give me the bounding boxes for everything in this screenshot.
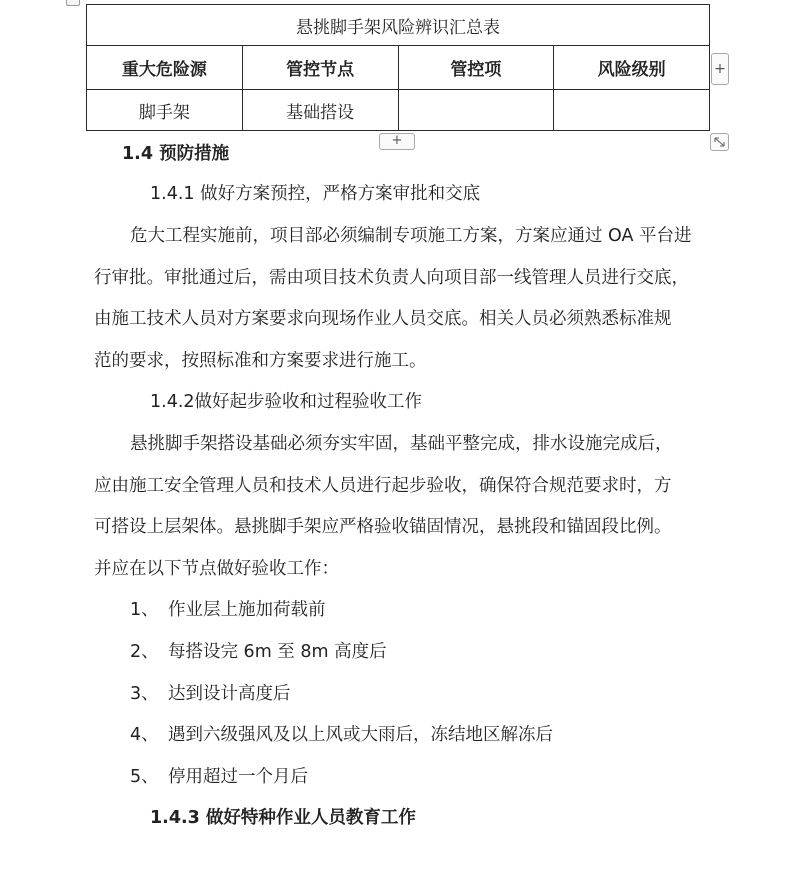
paragraph-2-line-4: 并应在以下节点做好验收工作： bbox=[94, 559, 339, 579]
list-item-number: 1、 bbox=[130, 600, 159, 620]
paragraph-2-line-3: 可搭设上层架体。悬挑脚手架应严格验收锚固情况，悬挑段和锚固段比例。 bbox=[94, 517, 672, 537]
heading-1-4: 1.4 预防措施 bbox=[122, 144, 230, 164]
list-item bbox=[130, 765, 308, 789]
list-item-number: 5、 bbox=[130, 767, 159, 787]
list-item-text: 停用超过一个月后 bbox=[168, 767, 308, 787]
resize-diagonal-icon bbox=[711, 134, 728, 150]
table-header-row bbox=[87, 46, 710, 90]
header-control-item[interactable]: 管控项 bbox=[398, 46, 554, 90]
cell-risk-level[interactable] bbox=[554, 90, 710, 131]
list-item-number: 4、 bbox=[130, 725, 159, 745]
risk-summary-table bbox=[86, 4, 710, 131]
heading-1-4-3: 1.4.3 做好特种作业人员教育工作 bbox=[150, 808, 416, 828]
list-item bbox=[130, 640, 387, 664]
list-item-text: 每搭设完 6m 至 8m 高度后 bbox=[168, 642, 387, 662]
header-control-node[interactable]: 管控节点 bbox=[242, 46, 398, 90]
list-item-number: 3、 bbox=[130, 684, 159, 704]
heading-1-4-1: 1.4.1 做好方案预控，严格方案审批和交底 bbox=[150, 184, 481, 204]
list-item-text: 遇到六级强风及以上风或大雨后，冻结地区解冻后 bbox=[168, 725, 553, 745]
table-title-row bbox=[87, 5, 710, 46]
cell-control-item[interactable] bbox=[398, 90, 554, 131]
list-item bbox=[130, 598, 326, 622]
cell-control-node[interactable]: 基础搭设 bbox=[242, 90, 398, 131]
list-item-text: 作业层上施加荷载前 bbox=[168, 600, 326, 620]
heading-1-4-2: 1.4.2做好起步验收和过程验收工作 bbox=[150, 392, 423, 412]
paragraph-2-line-2: 应由施工安全管理人员和技术人员进行起步验收，确保符合规范要求时，方 bbox=[94, 476, 672, 496]
table-resize-handle[interactable] bbox=[710, 133, 729, 151]
list-item bbox=[130, 682, 291, 706]
cell-hazard-source[interactable]: 脚手架 bbox=[87, 90, 243, 131]
header-hazard-source[interactable]: 重大危险源 bbox=[87, 46, 243, 90]
add-column-button[interactable]: + bbox=[711, 53, 729, 85]
table-move-handle[interactable] bbox=[66, 0, 80, 6]
header-risk-level[interactable]: 风险级别 bbox=[554, 46, 710, 90]
paragraph-1-line-4: 范的要求，按照标准和方案要求进行施工。 bbox=[94, 351, 427, 371]
paragraph-1-line-2: 行审批。审批通过后，需由项目技术负责人向项目部一线管理人员进行交底， bbox=[94, 268, 689, 288]
paragraph-1-line-1: 危大工程实施前，项目部必须编制专项施工方案，方案应通过 OA 平台进 bbox=[130, 226, 692, 246]
paragraph-1-line-3: 由施工技术人员对方案要求向现场作业人员交底。相关人员必须熟悉标准规 bbox=[94, 309, 672, 329]
list-item bbox=[130, 723, 553, 747]
table-row bbox=[87, 90, 710, 131]
list-item-number: 2、 bbox=[130, 642, 159, 662]
add-row-button[interactable]: + bbox=[379, 133, 415, 150]
list-item-text: 达到设计高度后 bbox=[168, 684, 291, 704]
table-title[interactable]: 悬挑脚手架风险辨识汇总表 bbox=[87, 5, 710, 46]
paragraph-2-line-1: 悬挑脚手架搭设基础必须夯实牢固，基础平整完成，排水设施完成后， bbox=[130, 434, 673, 454]
